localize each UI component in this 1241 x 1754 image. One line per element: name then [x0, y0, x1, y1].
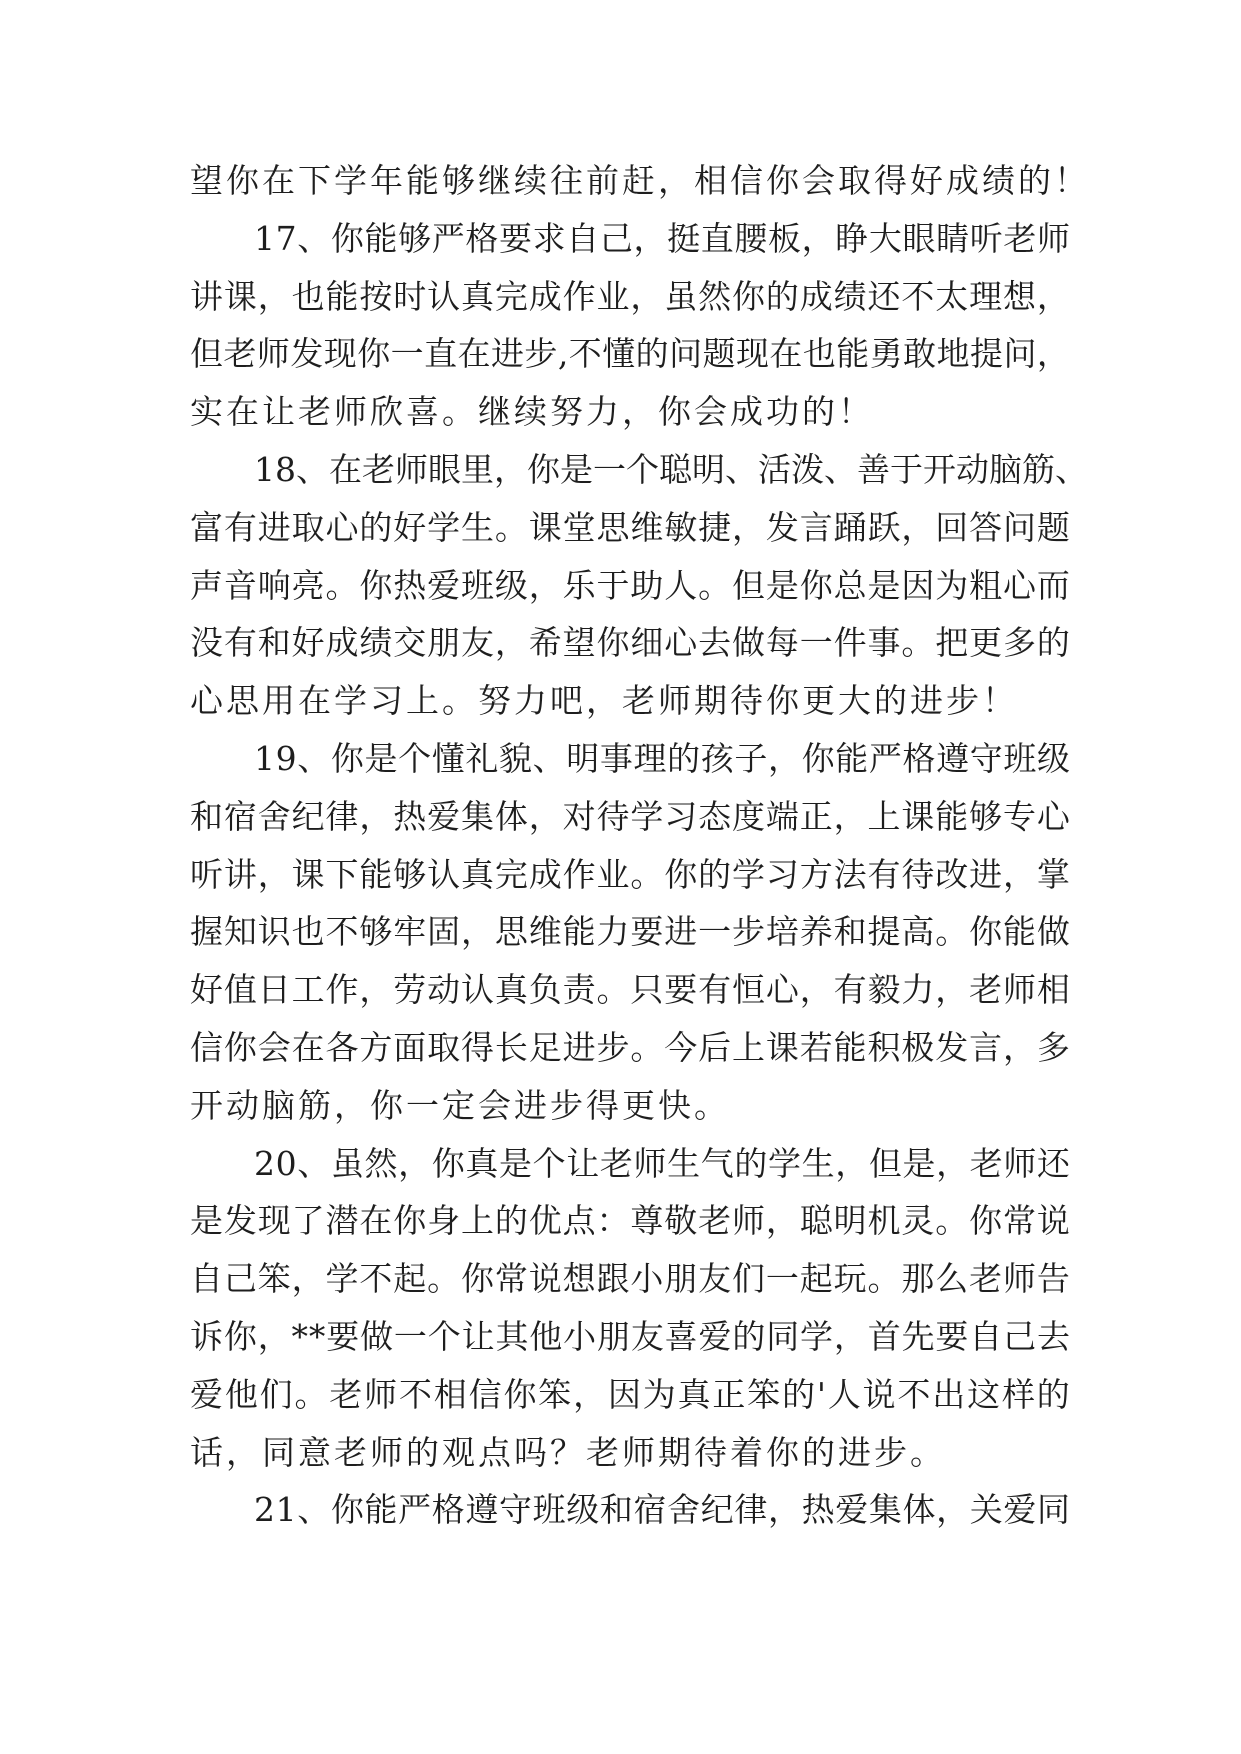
- text-line: 望你在下学年能够继续往前赶，相信你会取得好成绩的！: [190, 161, 1090, 200]
- text-line: 和 宿 舍 纪 律 ， 热 爱 集 体 ， 对 待 学 习 态 度 端 正 ， 上 课 能 够 专 心: [190, 796, 1070, 836]
- text-line: 诉 你 ， * * 要 做 一 个 让 其 他 小 朋 友 喜 爱 的 同 学 ， 首 先 要 自 己 去: [190, 1316, 1070, 1356]
- text-line: 讲 课 ， 也 能 按 时 认 真 完 成 作 业 ， 虽 然 你 的 成 绩 还 不 太 理 想 ，: [190, 276, 1070, 316]
- text-line: 富 有 进 取 心 的 好 学 生 。 课 堂 思 维 敏 捷 ， 发 言 踊 跃 ， 回 答 问 题: [190, 507, 1070, 547]
- text-line: 实在让老师欣喜。继续努力，你会成功的！: [190, 392, 874, 432]
- text-line: 1 9 、 你 是 个 懂 礼 貌 、 明 事 理 的 孩 子 ， 你 能 严 格 遵 守 班 级: [254, 738, 1070, 778]
- text-line: 爱 他 们 。 老 师 不 相 信 你 笨 ， 因 为 真 正 笨 的 ' 人 说 不 出 这 样 的: [190, 1374, 1070, 1414]
- text-line: 1 7 、 你 能 够 严 格 要 求 自 己 ， 挺 直 腰 板 ， 睁 大 眼 睛 听 老 师: [254, 218, 1070, 258]
- document-body: [190, 152, 1090, 1539]
- text-line: 声 音 响 亮 。 你 热 爱 班 级 ， 乐 于 助 人 。 但 是 你 总 是 因 为 粗 心 而: [190, 565, 1070, 605]
- text-line: 是 发 现 了 潜 在 你 身 上 的 优 点 ： 尊 敬 老 师 ， 聪 明 机 灵 。 你 常 说: [190, 1201, 1070, 1241]
- text-line: 没 有 和 好 成 绩 交 朋 友 ， 希 望 你 细 心 去 做 每 一 件 事 。 把 更 多 的: [190, 623, 1070, 663]
- text-line: 听 讲 ， 课 下 能 够 认 真 完 成 作 业 。 你 的 学 习 方 法 有 待 改 进 ， 掌: [190, 854, 1070, 894]
- text-line: 心思用在学习上。努力吧，老师期待你更大的进步！: [190, 681, 1018, 721]
- text-line: 2 1 、 你 能 严 格 遵 守 班 级 和 宿 舍 纪 律 ， 热 爱 集 体 ， 关 爱 同: [254, 1490, 1070, 1530]
- text-line: 自 己 笨 ， 学 不 起 。 你 常 说 想 跟 小 朋 友 们 一 起 玩 。 那 么 老 师 告: [190, 1259, 1070, 1299]
- text-line: 但 老 师 发 现 你 一 直 在 进 步 , 不 懂 的 问 题 现 在 也 能 勇 敢 地 提 问 ，: [190, 334, 1070, 374]
- text-line: 话，同意老师的观点吗？老师期待着你的进步。: [190, 1432, 946, 1472]
- text-line: 1 8 、 在 老 师 眼 里 ， 你 是 一 个 聪 明 、 活 泼 、 善 于 开 动 脑 筋 、: [254, 449, 1088, 489]
- text-line: 信 你 会 在 各 方 面 取 得 长 足 进 步 。 今 后 上 课 若 能 积 极 发 言 ， 多: [190, 1027, 1070, 1067]
- text-line: 好 值 日 工 作 ， 劳 动 认 真 负 责 。 只 要 有 恒 心 ， 有 毅 力 ， 老 师 相: [190, 970, 1070, 1010]
- text-line: 开动脑筋，你一定会进步得更快。: [190, 1085, 730, 1125]
- text-line: 握 知 识 也 不 够 牢 固 ， 思 维 能 力 要 进 一 步 培 养 和 提 高 。 你 能 做: [190, 912, 1070, 952]
- text-line: 2 0 、 虽 然 ， 你 真 是 个 让 老 师 生 气 的 学 生 ， 但 是 ， 老 师 还: [254, 1143, 1070, 1183]
